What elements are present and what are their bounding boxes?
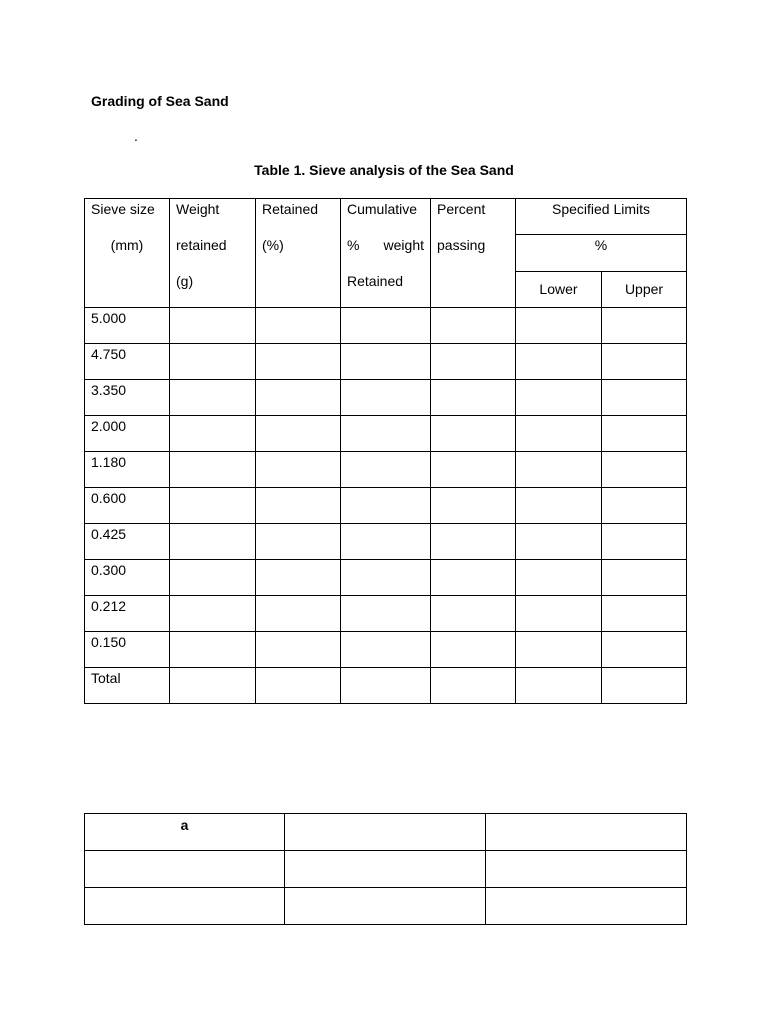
empty-cell <box>341 488 431 524</box>
empty-cell <box>516 488 602 524</box>
stray-dot: . <box>134 128 138 144</box>
header-cumulative: Cumulative % weight Retained <box>341 199 431 308</box>
empty-cell <box>431 560 516 596</box>
bottom-table <box>84 813 687 925</box>
sieve-size-cell: 0.300 <box>85 560 170 596</box>
sieve-analysis-table <box>84 198 687 704</box>
empty-cell <box>516 596 602 632</box>
bottom-cell <box>285 814 486 851</box>
empty-cell <box>602 488 687 524</box>
header-weight-retained: Weight retained (g) <box>170 199 256 308</box>
empty-cell <box>602 524 687 560</box>
table-row <box>85 524 687 560</box>
empty-cell <box>256 452 341 488</box>
empty-cell <box>602 560 687 596</box>
empty-cell <box>341 344 431 380</box>
empty-cell <box>341 596 431 632</box>
empty-cell <box>170 596 256 632</box>
section-heading: Grading of Sea Sand <box>91 93 229 109</box>
empty-cell <box>256 488 341 524</box>
table-row <box>85 888 687 925</box>
empty-cell <box>170 308 256 344</box>
table-caption: Table 1. Sieve analysis of the Sea Sand <box>254 162 514 178</box>
sieve-size-cell: 0.150 <box>85 632 170 668</box>
empty-cell <box>341 524 431 560</box>
table-row <box>85 560 687 596</box>
empty-cell <box>602 596 687 632</box>
bottom-cell <box>285 851 486 888</box>
table-row <box>85 851 687 888</box>
empty-cell <box>170 560 256 596</box>
empty-cell <box>516 380 602 416</box>
empty-cell <box>602 308 687 344</box>
header-percent-sign: % <box>516 235 687 271</box>
empty-cell <box>516 344 602 380</box>
table-row <box>85 488 687 524</box>
empty-cell <box>602 416 687 452</box>
table-row <box>85 380 687 416</box>
sieve-size-cell: 2.000 <box>85 416 170 452</box>
bottom-cell <box>486 888 687 925</box>
header-sieve-size: Sieve size (mm) <box>85 199 170 308</box>
table-row <box>85 416 687 452</box>
empty-cell <box>256 632 341 668</box>
empty-cell <box>431 344 516 380</box>
table-row <box>85 344 687 380</box>
sieve-size-cell: 5.000 <box>85 308 170 344</box>
empty-cell <box>341 416 431 452</box>
empty-cell <box>516 416 602 452</box>
empty-cell <box>602 380 687 416</box>
sieve-size-cell: 0.212 <box>85 596 170 632</box>
table-row <box>85 814 687 851</box>
table-row <box>85 452 687 488</box>
empty-cell <box>170 416 256 452</box>
empty-cell <box>602 668 687 704</box>
sieve-size-cell: 1.180 <box>85 452 170 488</box>
header-percent-passing: Percent passing <box>431 199 516 308</box>
header-retained: Retained (%) <box>256 199 341 308</box>
empty-cell <box>256 344 341 380</box>
empty-cell <box>516 452 602 488</box>
header-lower: Lower <box>516 271 602 307</box>
empty-cell <box>256 560 341 596</box>
empty-cell <box>170 380 256 416</box>
empty-cell <box>170 668 256 704</box>
table-row <box>85 668 687 704</box>
empty-cell <box>431 488 516 524</box>
empty-cell <box>341 668 431 704</box>
empty-cell <box>341 452 431 488</box>
table-row <box>85 632 687 668</box>
bottom-cell <box>486 851 687 888</box>
sieve-size-cell: 4.750 <box>85 344 170 380</box>
empty-cell <box>516 308 602 344</box>
empty-cell <box>170 452 256 488</box>
empty-cell <box>256 596 341 632</box>
bottom-cell <box>85 888 285 925</box>
empty-cell <box>516 524 602 560</box>
header-upper: Upper <box>602 271 687 307</box>
empty-cell <box>341 308 431 344</box>
empty-cell <box>256 668 341 704</box>
empty-cell <box>431 380 516 416</box>
empty-cell <box>602 344 687 380</box>
empty-cell <box>602 452 687 488</box>
empty-cell <box>256 308 341 344</box>
empty-cell <box>170 632 256 668</box>
header-specified-limits: Specified Limits <box>516 199 687 235</box>
bottom-cell-a: a <box>85 814 285 851</box>
empty-cell <box>431 308 516 344</box>
table-row <box>85 596 687 632</box>
empty-cell <box>170 344 256 380</box>
empty-cell <box>341 560 431 596</box>
empty-cell <box>602 632 687 668</box>
empty-cell <box>256 380 341 416</box>
bottom-cell <box>486 814 687 851</box>
empty-cell <box>516 632 602 668</box>
empty-cell <box>256 524 341 560</box>
sieve-size-cell: 3.350 <box>85 380 170 416</box>
empty-cell <box>431 524 516 560</box>
empty-cell <box>431 632 516 668</box>
empty-cell <box>516 668 602 704</box>
empty-cell <box>516 560 602 596</box>
sieve-size-cell: Total <box>85 668 170 704</box>
empty-cell <box>341 380 431 416</box>
sieve-size-cell: 0.425 <box>85 524 170 560</box>
sieve-size-cell: 0.600 <box>85 488 170 524</box>
empty-cell <box>170 524 256 560</box>
empty-cell <box>431 452 516 488</box>
empty-cell <box>170 488 256 524</box>
table-row <box>85 308 687 344</box>
empty-cell <box>341 632 431 668</box>
bottom-cell <box>85 851 285 888</box>
bottom-cell <box>285 888 486 925</box>
empty-cell <box>431 596 516 632</box>
empty-cell <box>431 416 516 452</box>
empty-cell <box>256 416 341 452</box>
empty-cell <box>431 668 516 704</box>
